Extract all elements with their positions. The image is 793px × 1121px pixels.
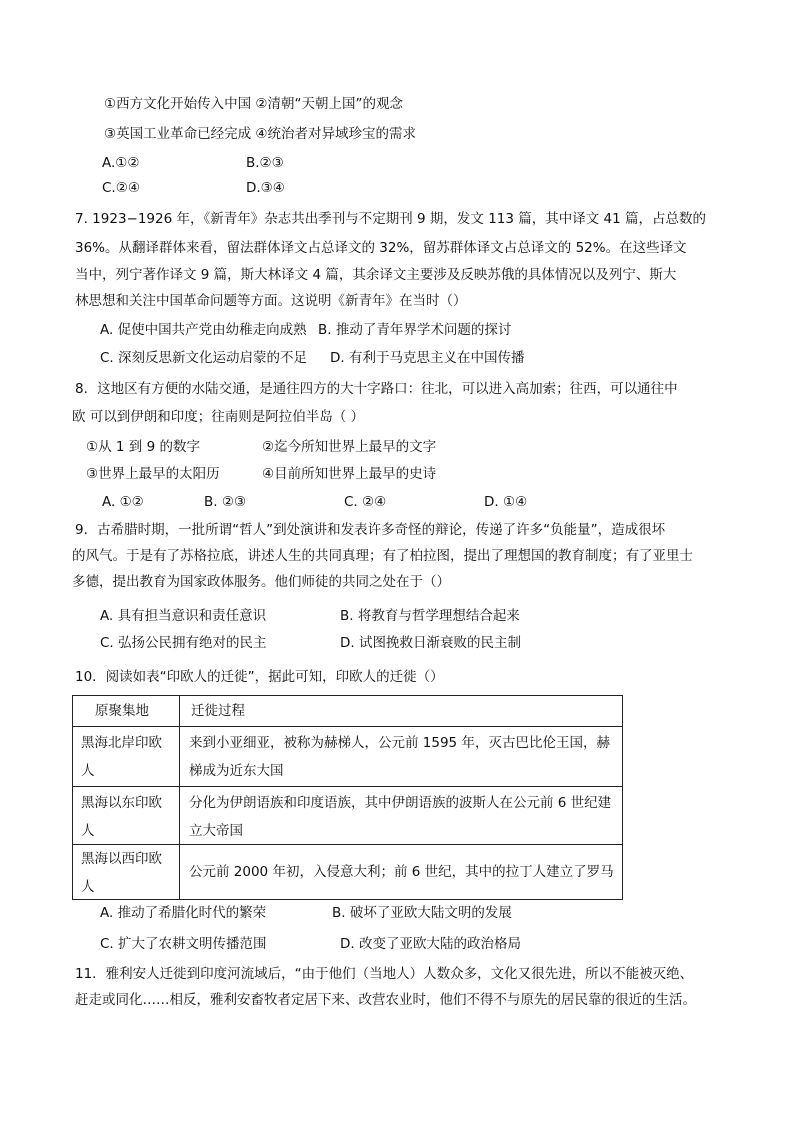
q9-option-a[interactable]: A. 具有担当意识和责任意识	[100, 608, 267, 624]
table-header-row	[73, 696, 622, 726]
q7-option-b[interactable]: B. 推动了青年界学术问题的探讨	[318, 322, 512, 338]
q7-option-a[interactable]: A. 促使中国共产党由幼稚走向成熟	[100, 322, 307, 338]
table-cell-process: 分化为伊朗语族和印度语族，其中伊朗语族的波斯人在公元前 6 世纪建立大帝国	[189, 795, 612, 839]
q9-stem-line-2: 的风气。于是有了苏格拉底，讲述人生的共同真理；有了柏拉图，提出了理想国的教育制度；有了亚里士	[72, 548, 693, 564]
q6-statement-line-2: ③英国工业革命已经完成 ④统治者对异域珍宝的需求	[104, 126, 416, 142]
q6-statement-line-1: ①西方文化开始传入中国 ②清朝“天朝上国”的观念	[104, 96, 403, 112]
q10-option-d[interactable]: D. 改变了亚欧大陆的政治格局	[340, 936, 521, 952]
q10-stem: 10．阅读如表“印欧人的迁徙”，据此可知，印欧人的迁徙（）	[75, 669, 444, 685]
q7-stem-line-1: 7. 1923−1926 年，《新青年》杂志共出季刊与不定期刊 9 期，发文 113 篇，其中译文 41 篇，占总数的	[75, 211, 707, 227]
table-cell-origin: 黑海北岸印欧人	[81, 735, 162, 779]
q8-stem-line-1: 8．这地区有方便的水陆交通，是通往四方的大十字路口：往北，可以进入高加索；往西，可以通往中	[75, 381, 678, 397]
q8-item-2: ②迄今所知世界上最早的文字	[262, 439, 437, 455]
table-row	[73, 726, 622, 786]
table-cell-origin: 黑海以东印欧人	[81, 795, 162, 839]
q10-option-b[interactable]: B. 破坏了亚欧大陆文明的发展	[332, 905, 512, 921]
q8-option-d[interactable]: D. ①④	[484, 494, 528, 510]
q8-option-a[interactable]: A. ①②	[102, 494, 144, 510]
q9-option-d[interactable]: D. 试图挽救日渐衰败的民主制	[340, 635, 521, 651]
q9-stem-line-3: 多德，提出教育为国家政体服务。他们师徒的共同之处在于（）	[72, 574, 450, 590]
q7-option-d[interactable]: D. 有利于马克思主义在中国传播	[330, 350, 525, 366]
q6-option-d[interactable]: D.③④	[246, 180, 285, 196]
q10-option-a[interactable]: A. 推动了希腊化时代的繁荣	[100, 905, 267, 921]
q7-stem-line-4: 林思想和关注中国革命问题等方面。这说明《新青年》在当时（）	[75, 293, 467, 309]
q8-item-3: ③世界上最早的太阳历	[86, 466, 220, 482]
q8-option-c[interactable]: C. ②④	[344, 494, 387, 510]
table-header-origin: 原聚集地	[95, 703, 149, 719]
table-header-process: 迁徙过程	[191, 703, 245, 719]
migration-table	[72, 695, 623, 900]
q8-item-1: ①从 1 到 9 的数字	[86, 439, 200, 455]
q6-option-b[interactable]: B.②③	[246, 155, 284, 171]
q8-stem-line-2: 欧 可以到伊朗和印度；往南则是阿拉伯半岛（ ）	[72, 409, 365, 425]
q6-option-c[interactable]: C.②④	[102, 180, 140, 196]
table-row	[73, 844, 622, 900]
q11-stem-line-2: 赶走或同化……相反，雅利安畜牧者定居下来、改营农业时，他们不得不与原先的居民靠的很近的生活。	[75, 992, 696, 1008]
table-row	[73, 786, 622, 844]
q9-option-b[interactable]: B. 将教育与哲学理想结合起来	[340, 608, 520, 624]
q11-stem-line-1: 11．雅利安人迁徙到印度河流域后，“由于他们（当地人）人数众多，文化又很先进，所以不能被灭绝、	[75, 966, 694, 982]
q7-option-c[interactable]: C. 深刻反思新文化运动启蒙的不足	[100, 350, 308, 366]
q7-stem-line-3: 当中，列宁著作译文 9 篇，斯大林译文 4 篇，其余译文主要涉及反映苏俄的具体情况以及列宁、斯大	[75, 267, 677, 283]
q10-option-c[interactable]: C. 扩大了农耕文明传播范围	[100, 936, 267, 952]
q6-option-a[interactable]: A.①②	[102, 155, 140, 171]
table-cell-process: 来到小亚细亚，被称为赫梯人，公元前 1595 年，灭古巴比伦王国，赫梯成为近东大国	[189, 735, 610, 779]
q8-option-b[interactable]: B. ②③	[204, 494, 247, 510]
q8-item-4: ④目前所知世界上最早的史诗	[262, 466, 437, 482]
q9-stem-line-1: 9．古希腊时期，一批所谓“哲人”到处演讲和发表许多奇怪的辩论，传递了许多“负能量”，造成很坏	[75, 522, 666, 538]
q7-stem-line-2: 36%。从翻译群体来看，留法群体译文占总译文的 32%，留苏群体译文占总译文的 52%。在这些译文	[75, 240, 687, 256]
table-cell-process: 公元前 2000 年初，入侵意大利；前 6 世纪，其中的拉丁人建立了罗马	[189, 864, 614, 880]
table-cell-origin: 黑海以西印欧人	[81, 851, 162, 895]
q9-option-c[interactable]: C. 弘扬公民拥有绝对的民主	[100, 635, 267, 651]
